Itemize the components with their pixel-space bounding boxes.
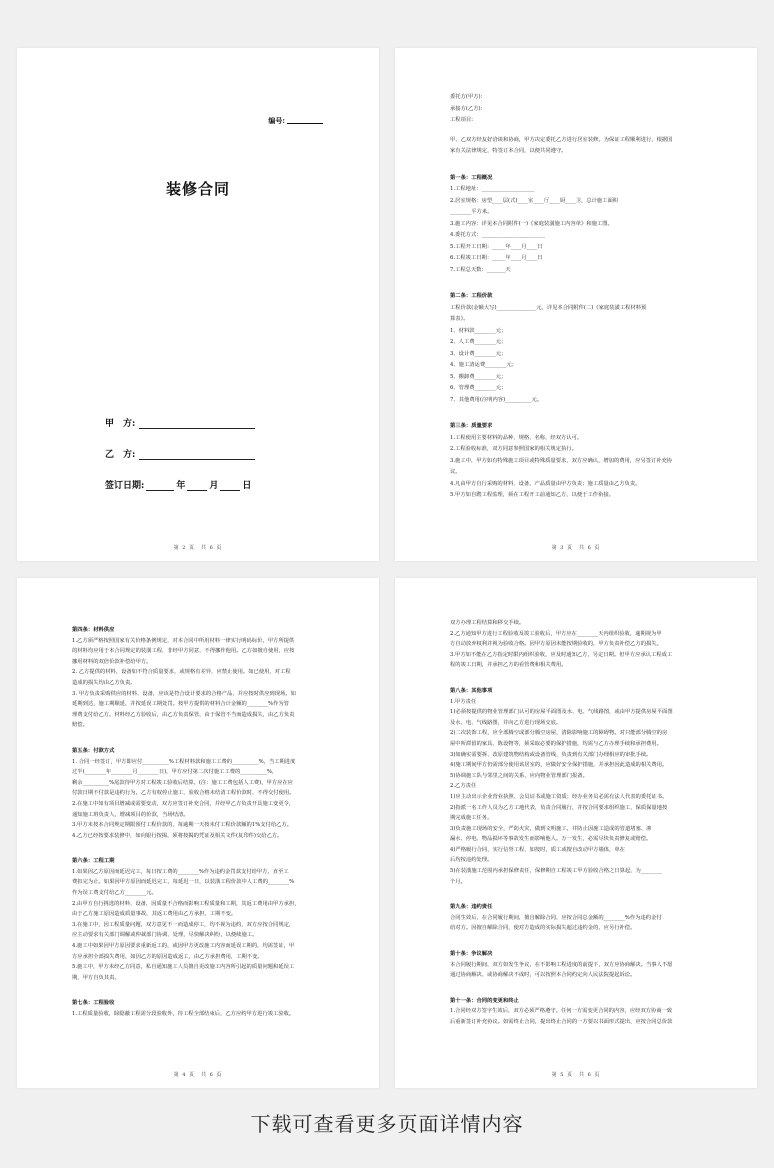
paragraph-line: 后均按违约处理。 [450, 857, 493, 864]
paragraph-line: 5.施工中，甲方未经乙方同意，私自通知施工人员擅自更改施工内容所引起的质量问题和延误工 [72, 964, 295, 971]
paragraph-line: 3)负责施工现场的安全，严防火灾，做到文明施工，并防止因施工造成的管道堵塞、渗 [450, 825, 652, 832]
paragraph-gap [72, 983, 324, 991]
contract-page-3 [395, 48, 757, 561]
paragraph-gap [450, 981, 702, 989]
paragraph-line: 2. 乙方提供的材料，设备如不符合质量要求，或规格有差异，应禁止使用。如已使用，对工程 [72, 669, 291, 676]
paragraph-line: 理费支付给乙方。材料经乙方验收后，由乙方负责保管，由于保管不当而造成损失，由乙方负责 [72, 711, 295, 718]
paragraph-line: 工程价款(金额大写)_______________元，详见本合同附件(二)《家庭装潢工程材料预 [450, 304, 647, 311]
page-footer: 第 5 页 共 6 页 [551, 1072, 601, 1078]
paragraph-line: 赔偿。 [72, 722, 88, 729]
paragraph-line: 过半(________年________月________日)，甲方应付第二次付施工工费的__________%， [72, 769, 278, 776]
paragraph-gap [450, 671, 702, 679]
paragraph-line: 7.工程总天数：_______天 [450, 266, 511, 273]
party-a-row [105, 398, 255, 429]
paragraph-line: 期完成施工任务。 [450, 815, 493, 822]
paragraph-gap [450, 934, 702, 942]
page-footer: 第 3 页 共 6 页 [551, 545, 601, 551]
paragraph-line: 3.甲方未按本合同规定期限预付工程价款的，每逾期一天按未付工程价款额的1%支付给乙方。 [72, 822, 293, 829]
serial-number-field [268, 116, 323, 126]
paragraph-line: 延期到达，施工期顺延，并按延误工期处罚。按甲方提供的材料合计金额的________%作为管 [72, 701, 289, 708]
contract-page-5 [395, 578, 757, 1088]
paragraph-line: 5.甲方如自聘工程监理，须在工程开工前通知乙方，以便于工作衔接。 [450, 492, 614, 498]
paragraph-line: 个月。 [450, 878, 466, 885]
paragraph-line: 通知施工班负责人，增减项目的价款，当场结清。 [72, 811, 189, 818]
paragraph-line: 4.委托方式：________________________ [450, 232, 546, 238]
paragraph-line: 4)严格履行合同，实行信誉工程，如按时，质工或擅自改动甲方墙体，单在 [450, 846, 625, 853]
signature-block [105, 398, 255, 491]
paragraph-gap [450, 127, 702, 135]
page-content [450, 618, 702, 1028]
paragraph-line: 期，甲方自负其责。 [72, 974, 120, 981]
year-label: 年 [176, 481, 186, 491]
paragraph-line: 3.甲方如不能在乙方指定时限内组织验收，应及时通知乙方，另定日期。但甲方应承认工程成工 [450, 651, 673, 658]
party-b-label: 乙 方: [105, 450, 136, 460]
paragraph-line: 1.工程地址：____________________ [450, 186, 535, 192]
paragraph-line: 4.乙方已经按要求装修中，如向银行按揭，须将按揭的凭证及相关文件(复印件)交给乙方。 [72, 832, 283, 839]
month-label: 月 [209, 481, 219, 491]
paragraph-line: 3.在施工中，因工程质量问题，双方意见不一而造成停工，均不视为违约，双方应按合同规定， [72, 921, 295, 928]
paragraph-line: 1. 合同一经签订，甲方即应付__________%工程材料款和施工工费的__________%，当工期进度 [72, 758, 296, 765]
paragraph-line: 1.工程质量验收，除隐蔽工程需分段验收外，待工程全部结束后，乙方应约甲方进行竣工验收。 [72, 1011, 295, 1017]
page-footer: 第 2 页 共 6 页 [173, 545, 223, 551]
section-heading: 第五条：付款方式 [72, 747, 115, 754]
paragraph-line: 3、设计费________元； [450, 350, 507, 357]
paragraph-line: 应主动要求有关部门调解或仲裁部门协调、处理，尽快解决纠纷，以便续施工。 [72, 932, 258, 939]
cover-page [17, 48, 379, 561]
paragraph-line: 2.由甲方自行挑选的材料、设备，因质量不合格而影响工程质量和工期，其返工费用由甲方承担， [72, 900, 300, 907]
paragraph-line: 挪用材料的双倍价款补偿给甲方。 [72, 658, 152, 665]
paragraph-line: 方自动放弃权利并视为验收合格。因甲方原因未能按期验收的，甲方负责补偿乙方的损失。 [450, 641, 662, 648]
section-heading: 第一条：工程概况 [450, 174, 493, 181]
download-caption: 下载可查看更多页面详情内容 [250, 1112, 524, 1136]
paragraph-line: 算表》。 [450, 316, 469, 322]
paragraph-line: 3.施工中，甲方如有特殊施工项目或特殊质量要求，双方应确认，增加的费用，应另签订补充协 [450, 457, 673, 464]
month-line [187, 482, 207, 491]
paragraph-line: 1、材料款________元； [450, 327, 507, 334]
contract-page-4 [17, 578, 379, 1088]
paragraph-line: 3.施工内容：详见本合同附件(一)《家庭装潢施工内容单》和施工图。 [450, 220, 613, 227]
paragraph-line: 1.乙方须严格按照国家有关价格条例规定，对本合同中所用材料一律实行明码标价，甲方所提供 [72, 637, 295, 644]
day-line [220, 482, 240, 491]
paragraph-line: 1)应主动出示企业营业执照、会员证书或施工资质；经办业务员必需有法人代表的委托证书。 [450, 793, 668, 800]
section-heading: 第七条：工程验收 [72, 1000, 115, 1007]
paragraph-line: 1.工程使用主要材料的品种、规格、名称，经双方认可。 [450, 434, 583, 441]
section-heading: 第十一条：合同的变更和终止 [450, 997, 519, 1004]
paragraph-line: 3. 甲方负责采购供应的材料、设备，应该是符合设计要求的合格产品，并应按时供应到现场。如 [72, 690, 296, 697]
paragraph-line: 2)二次装饰工程，应全部腾空或部分腾空房屋，清除影响施工的障碍物。对只能部分腾空的房 [450, 730, 668, 737]
paragraph-line: 家有关法律规定，特签订本合同，以便共同遵守。 [450, 148, 567, 154]
section-heading: 第九条：违约责任 [450, 904, 493, 911]
paragraph-line: 5)协调施工队与邻里之间的关系，应向物业管理部门报备。 [450, 772, 588, 779]
page-footer: 第 4 页 共 6 页 [173, 1072, 223, 1078]
paragraph-gap [450, 276, 702, 284]
page-content [450, 92, 702, 502]
section-heading: 第八条：其他事项 [450, 687, 493, 694]
paragraph-line: 给对方。因擅自解除合同，使对方造成的实际损失超过违约金的，应另行补偿。 [450, 925, 636, 932]
serial-label: 编号: [268, 116, 285, 125]
paragraph-line: ________平方米。 [450, 209, 493, 215]
paragraph-line: 2.工程验收标准，双方同意参照国家的相关规定执行。 [450, 446, 577, 452]
paragraph-gap [72, 731, 324, 739]
paragraph-line: 委托方(甲方): [450, 94, 483, 100]
paragraph-line: 1)必须按提供的物业管理部门认可的房屋平面图及水、电、气线路图，或由甲方提供房屋平面图 [450, 709, 673, 716]
paragraph-line: 2)指派一名工作人员为乙方工地代表，负责合同履行，并按合同要求组织施工，保质保量地按 [450, 804, 668, 811]
paragraph-line: 由于乙方施工原因造成质量事故，其返工费用由乙方承担，工期不变。 [72, 911, 237, 918]
paragraph-line: 1.如果因乙方原因而延迟完工，每日按工费的________%作为违约金罚款支付给甲方，直至工 [72, 868, 289, 875]
section-heading: 第六条：工程工期 [72, 858, 115, 865]
paragraph-line: 6、管理费________元； [450, 385, 507, 391]
paragraph-line: 通过协商解决、或协商解决不成时，可以按照本合同约定向人民法院提起诉讼。 [450, 972, 636, 979]
paragraph-line: 及水、电、气线路图，并向乙方进行现场交底。 [450, 719, 562, 726]
paragraph-line: 5、搬卸费________元； [450, 373, 507, 380]
paragraph-line: 议。 [450, 469, 461, 475]
day-label: 日 [242, 481, 252, 491]
section-heading: 第四条：材料供应 [72, 627, 115, 633]
paragraph-line: 双方办理工程结算和移交手续。 [450, 620, 525, 626]
paragraph-line: 5.工程开工日期：_____年____月____日 [450, 243, 543, 250]
paragraph-gap [450, 406, 702, 414]
party-a-line [139, 420, 255, 429]
paragraph-line: 本合同履行期间，双方如发生争议，在不影响工程进度的前提下，双方应协商解决。当事人不愿 [450, 961, 673, 968]
paragraph-gap [450, 158, 702, 166]
paragraph-line: 2、人工费________元； [450, 339, 507, 345]
year-line [146, 482, 174, 491]
paragraph-line: 4.凡由甲方自行采购的材料、设备，产品质量由甲方负责；施工质量由乙方负责。 [450, 480, 641, 487]
paragraph-line: 2.在施工中如有项目增减或需要变动，双方应签订补充合同，并经甲乙方负责开具施工变更令， [72, 800, 295, 807]
section-heading: 第三条：质量要求 [450, 423, 493, 429]
paragraph-line: 作为误工费支付给乙方________元。 [72, 890, 157, 897]
paragraph-line: 屋中所滞留的家具、陈设物等，须采取必要的保护措施，均需与乙方办理手续和承担费用。 [450, 740, 662, 747]
sign-date-row [105, 460, 255, 491]
party-b-row [105, 429, 255, 460]
paragraph-line: 付款日期不付款是违约行为，乙方有权停止施工，验收合格未结清工程价款时，不得交付使用。 [72, 790, 295, 797]
paragraph-line: 合同生效后，在合同履行期间，擅自解除合同，应按合同总金额的________%作为违约金付 [450, 914, 662, 921]
paragraph-line: 1.甲方责任 [450, 698, 477, 705]
paragraph-line: 承接方(乙方): [450, 105, 483, 112]
section-heading: 第十条：争议解决 [450, 951, 493, 958]
paragraph-line: 6.工程竣工日期：_____年____月____日 [450, 255, 543, 261]
paragraph-line: 剩余__________%尾款待甲方对工程竣工验收后结算。(注：施工工费包括人工费)，甲方应在应 [72, 779, 294, 786]
paragraph-gap [72, 841, 324, 849]
serial-line [287, 123, 323, 124]
paragraph-line: 1.合同经双方签字生效后，双方必须严格遵守。任何一方需变更合同的内容，应经双方协商一致 [450, 1008, 673, 1015]
party-b-line [139, 451, 255, 460]
paragraph-line: 7、其他费用(注明内容)__________元。 [450, 396, 543, 403]
paragraph-line: 漏水、停电、物品损坏等事故发生而影响他人。万一发生，必需尽快负责修复或赔偿。 [450, 836, 652, 843]
paragraph-line: 方应承担全部损失费用，如因乙方的原因造成返工，由乙方承担费用，工期不变。 [72, 953, 263, 960]
party-a-label: 甲 方: [105, 419, 136, 429]
paragraph-line: 后重新签订补充协议。如需终止合同，提出终止合同的一方要以书面形式提出，应按合同总价款 [450, 1019, 673, 1025]
paragraph-line: 2.乙方责任 [450, 783, 477, 790]
contract-title: 装修合同 [165, 180, 230, 198]
paragraph-line: 4)施工期间甲方仍需部分使用该居室的，应做好安全保护措施，并承担因此造成的相关费用。 [450, 762, 668, 769]
paragraph-line: 造成的损失均由乙方负责。 [72, 679, 136, 686]
paragraph-line: 费扣完为止。如果因甲方原因而延迟完工，每延迟一日，以装潢工程价款中人工费的________% [72, 879, 295, 886]
page-content [72, 618, 324, 1020]
paragraph-line: 甲、乙双方经友好洽谈和协商，甲方决定委托乙方进行居室装修。为保证工程顺利进行，根据国 [450, 136, 673, 143]
paragraph-line: 4、施工清运费________元； [450, 362, 517, 368]
paragraph-line: 2.乙方通知甲方进行工程验收及竣工验收后，甲方应在________天内组织验收，逾期视为甲 [450, 630, 662, 637]
paragraph-line: 的材料均应用于本合同规定的装潢工程，非经甲方同意，不得挪作他用。乙方如擅自使用，应按 [72, 648, 295, 655]
paragraph-line: 5)在装潢施工范围内承担保修责任，保修期自工程竣工甲方验收合格之日算起，为________ [450, 868, 663, 875]
paragraph-line: 2.居室规格：房型____层(式)____室____厅____厨____卫，总计施工面积 [450, 197, 619, 204]
paragraph-line: 3)如确实需要拆、改原建筑物结构或设备管线，负责到有关部门办理相应的审批手续。 [450, 751, 652, 758]
paragraph-line: 4.施工中如果因甲方原因要求重新返工的，或因甲方更改施工内容而延误工期的，均需签证，甲 [72, 943, 295, 950]
paragraph-line: 工程项目: [450, 117, 473, 123]
sign-date-label: 签订日期: [105, 481, 145, 491]
section-heading: 第二条：工程价款 [450, 293, 493, 299]
paragraph-gap [450, 887, 702, 895]
paragraph-line: 程的竣工日期，并承担乙方的看管费和相关费用。 [450, 662, 567, 669]
